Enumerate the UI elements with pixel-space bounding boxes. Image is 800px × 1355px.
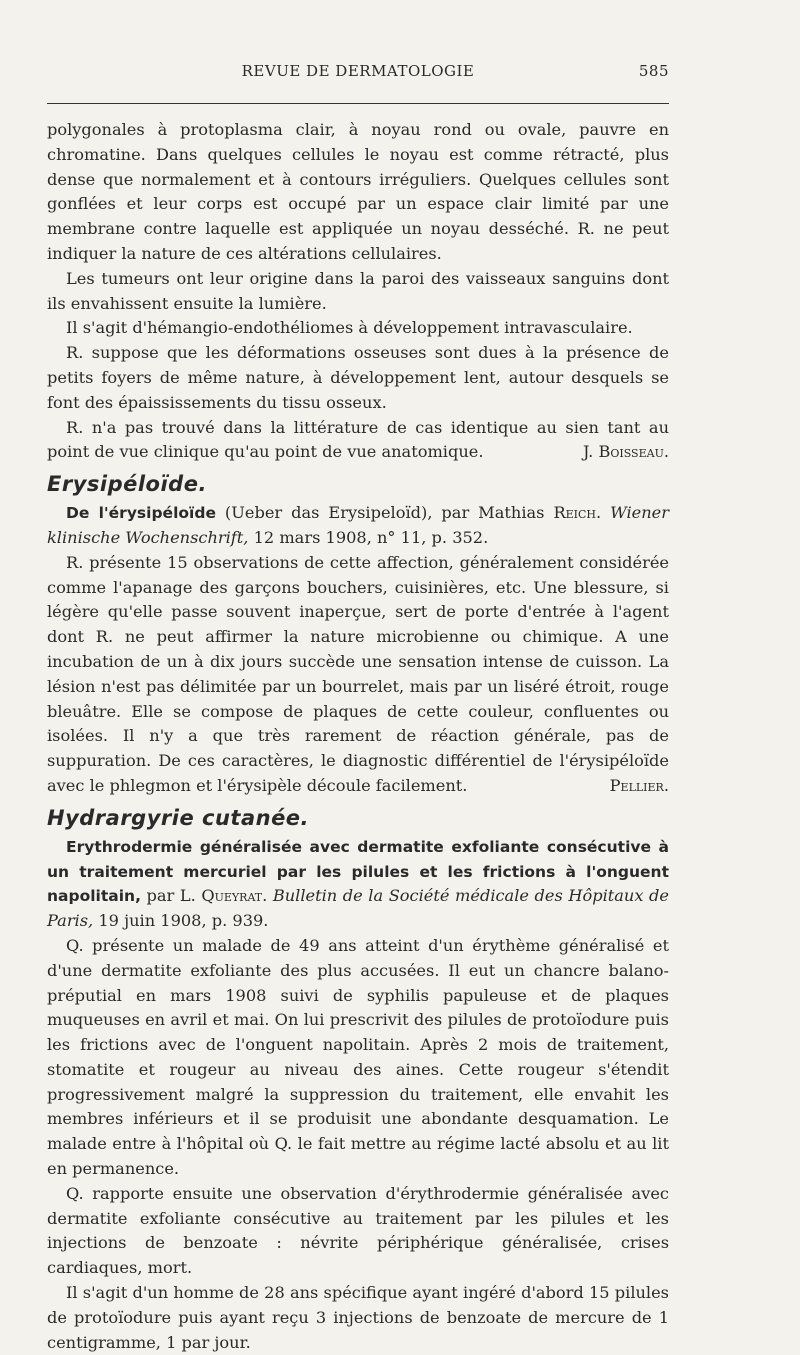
journal-name: Wiener klinische Wochenschrift,: [47, 503, 669, 547]
article-reference: [47, 835, 669, 934]
author-name: Reich: [553, 503, 597, 523]
article-title: Erythrodermie généralisée avec dermatite exfoliante consécutive à un traitement mercuriel par les pilules et les frictions à l'onguent napolitain,: [47, 837, 669, 906]
paragraph: [47, 416, 669, 466]
paragraph: Les tumeurs ont leur origine dans la paroi des vaisseaux sanguins dont ils envahissent ensuite la lumière.: [47, 268, 669, 313]
reference-text: .: [262, 886, 273, 906]
paragraph: polygonales à protoplasma clair, à noyau rond ou ovale, pauvre en chromatine. Dans quelques cellules le noyau est comme rétracté, plus dense que normalement et à contours irréguliers. Quelques cellules sont gonflées et leur corps est occupé par un espace clair limité par une membrane contre laquelle est appliquée un noyau desséché. R. ne peut indiquer la nature de ces altérations cellulaires.: [47, 120, 669, 263]
page-body: [47, 118, 669, 1355]
page-number: 585: [638, 62, 669, 80]
paragraph: Q. rapporte ensuite une observation d'érythrodermie généralisée avec dermatite exfoliante consécutive au traitement par les pilules et les injections de benzoate : névrite périphérique généralisée, crises cardiaques, mort.: [47, 1183, 669, 1278]
section-heading: Hydrargyrie cutanée.: [47, 805, 310, 830]
article-title: De l'érysipéloïde: [66, 504, 216, 523]
reference-text: par L.: [140, 886, 202, 906]
paragraph-text: R. présente 15 observations de cette affection, généralement considérée comme l'apanage des garçons bouchers, cuisinières, etc. Une blessure, si légère qu'elle passe souvent inaperçue, sert de porte d'entrée à l'agent dont R. ne peut affirmer la nature microbienne ou chimique. A une incubation de un à dix jours succède une sensation intense de cuisson. La lésion n'est pas délimitée par un bourrelet, mais par un liséré étroit, rouge bleuâtre. Elle se compose de plaques de cette couleur, confluentes ou isolées. Il n'y a que très rarement de réaction générale, pas de suppuration. De ces caractères, le diagnostic différentiel de l'érysipéloïde avec le phlegmon et l'érysipèle découle facilement.: [47, 552, 669, 795]
reference-text: (Ueber das Erysipeloïd), par Mathias: [215, 503, 554, 523]
reference-date: 12 mars 1908, n° 11, p. 352.: [248, 527, 489, 547]
running-title: REVUE DE DERMATOLOGIE: [241, 62, 475, 80]
paragraph-text: R. n'a pas trouvé dans la littérature de cas identique au sien tant au point de vue clinique qu'au point de vue anatomique.: [47, 417, 669, 462]
journal-name: Bulletin de la Société médicale des Hôpitaux de Paris,: [47, 886, 669, 931]
reference-text: .: [596, 503, 611, 523]
reference-date: 19 juin 1908, p. 939.: [93, 911, 269, 931]
paragraph: R. suppose que les déformations osseuses sont dues à la présence de petits foyers de même nature, à développement lent, autour desquels se font des épaississements du tissu osseux.: [47, 343, 669, 412]
header-rule: [47, 103, 669, 104]
paragraph: Q. présente un malade de 49 ans atteint d'un érythème généralisé et d'une dermatite exfoliante des plus accusées. Il eut un chancre balano-préputial en mars 1908 suivi de syphilis papuleuse et de plaques muqueuses en avril et mai. On lui prescrivit des pilules de protoïodure puis les frictions avec de l'onguent napolitain. Après 2 mois de traitement, stomatite et rougeur au niveau des aines. Cette rougeur s'étendit progressivement malgré la suppression du traitement, elle envahit les membres inférieurs et il se produisit une abondante desquamation. Le malade entre à l'hôpital où Q. le fait mettre au régime lacté absolu et au lit en permanence.: [47, 935, 669, 1179]
article-reference: [47, 501, 669, 551]
running-header: [47, 62, 669, 86]
author-signature: J. Boisseau.: [582, 442, 669, 462]
author-signature: Pellier.: [609, 775, 669, 795]
section-heading: Erysipéloïde.: [47, 472, 207, 497]
author-name: Queyrat: [201, 886, 263, 906]
paragraph: Il s'agit d'un homme de 28 ans spécifique ayant ingéré d'abord 15 pilules de protoïodure puis ayant reçu 3 injections de benzoate de mercure de 1 centigramme, 1 par jour.: [47, 1283, 669, 1352]
paragraph: Il s'agit d'hémangio-endothéliomes à développement intravasculaire.: [66, 318, 633, 338]
paragraph: [47, 551, 669, 799]
